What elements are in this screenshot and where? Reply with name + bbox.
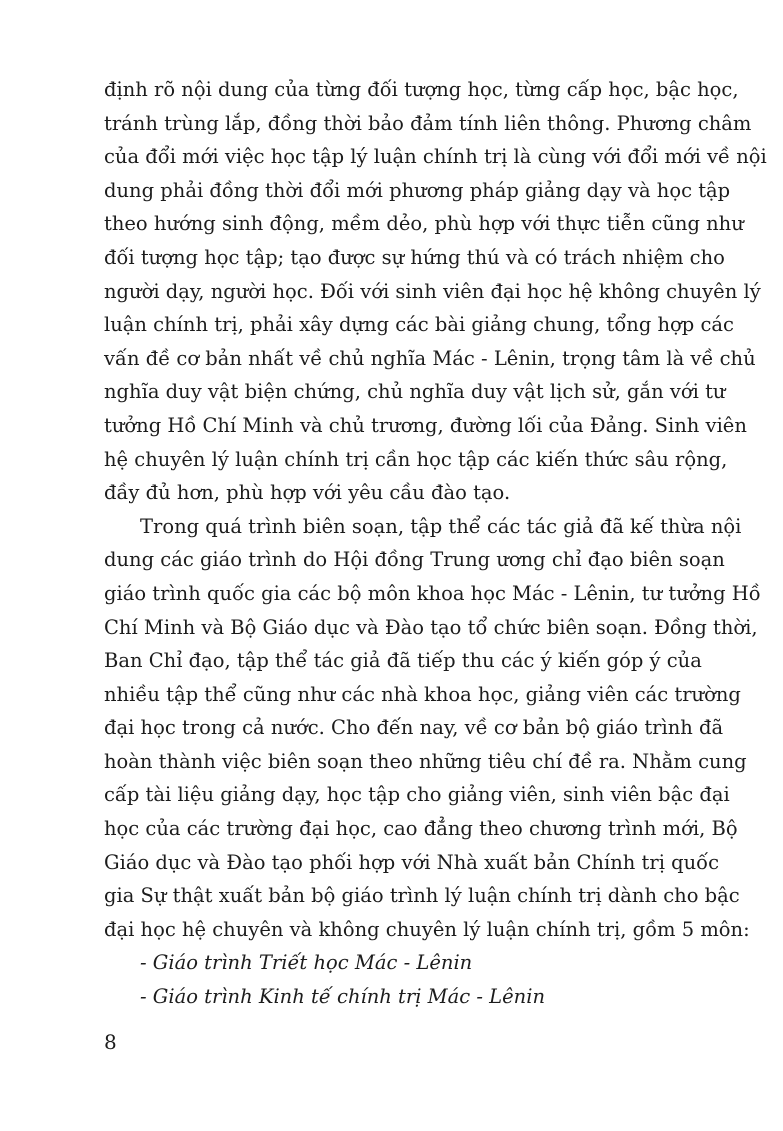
list-item-text: - Giáo trình Kinh tế chính trị Mác - Lênin: [140, 985, 545, 1009]
paragraph-line: người dạy, người học. Đối với sinh viên đại học hệ không chuyên lý: [104, 279, 761, 303]
paragraph-line: Giáo dục và Đào tạo phối hợp với Nhà xuất bản Chính trị quốc: [104, 850, 720, 874]
paragraph-line: nhiều tập thể cũng như các nhà khoa học, giảng viên các trường: [104, 682, 741, 706]
paragraph-line: đầy đủ hơn, phù hợp với yêu cầu đào tạo.: [104, 481, 511, 505]
paragraph-line: vấn đề cơ bản nhất về chủ nghĩa Mác - Lênin, trọng tâm là về chủ: [104, 346, 756, 370]
paragraph-line: hệ chuyên lý luận chính trị cần học tập các kiến thức sâu rộng,: [104, 447, 728, 471]
paragraph-line: Chí Minh và Bộ Giáo dục và Đào tạo tổ chức biên soạn. Đồng thời,: [104, 615, 758, 639]
paragraph-line: học của các trường đại học, cao đẳng theo chương trình mới, Bộ: [104, 817, 738, 841]
paragraph-line: hoàn thành việc biên soạn theo những tiêu chí đề ra. Nhằm cung: [104, 749, 747, 773]
course-list: [104, 946, 694, 1013]
paragraph-line: Trong quá trình biên soạn, tập thể các tác giả đã kế thừa nội: [140, 514, 742, 538]
page-body: [104, 73, 767, 1014]
paragraph-line: đại học trong cả nước. Cho đến nay, về cơ bản bộ giáo trình đã: [104, 716, 724, 740]
paragraph-line: định rõ nội dung của từng đối tượng học, từng cấp học, bậc học,: [104, 78, 739, 101]
paragraph-line: theo hướng sinh động, mềm dẻo, phù hợp với thực tiễn cũng như: [104, 212, 744, 236]
list-item: [104, 946, 694, 980]
paragraph-line: dung các giáo trình do Hội đồng Trung ương chỉ đạo biên soạn: [104, 548, 725, 572]
paragraph-line: Ban Chỉ đạo, tập thể tác giả đã tiếp thu các ý kiến góp ý của: [104, 649, 702, 673]
list-item-text: - Giáo trình Triết học Mác - Lênin: [140, 951, 473, 975]
paragraph-1: [104, 73, 767, 510]
paragraph-line: dung phải đồng thời đổi mới phương pháp giảng dạy và học tập: [104, 178, 731, 202]
page-number: 8: [104, 1030, 117, 1054]
paragraph-line: gia Sự thật xuất bản bộ giáo trình lý luận chính trị dành cho bậc: [104, 884, 740, 908]
paragraph-line: đối tượng học tập; tạo được sự hứng thú và có trách nhiệm cho: [104, 245, 725, 269]
paragraph-2: [104, 510, 761, 947]
paragraph-line: cấp tài liệu giảng dạy, học tập cho giảng viên, sinh viên bậc đại: [104, 783, 730, 807]
list-item: [104, 980, 694, 1014]
paragraph-line: luận chính trị, phải xây dựng các bài giảng chung, tổng hợp các: [104, 313, 734, 337]
paragraph-line: giáo trình quốc gia các bộ môn khoa học Mác - Lênin, tư tưởng Hồ: [104, 581, 761, 605]
paragraph-line: tránh trùng lắp, đồng thời bảo đảm tính liên thông. Phương châm: [104, 111, 752, 135]
paragraph-line: tưởng Hồ Chí Minh và chủ trương, đường lối của Đảng. Sinh viên: [104, 413, 747, 437]
paragraph-line: nghĩa duy vật biện chứng, chủ nghĩa duy vật lịch sử, gắn với tư: [104, 380, 726, 404]
paragraph-line: đại học hệ chuyên và không chuyên lý luận chính trị, gồm 5 môn:: [104, 917, 750, 941]
paragraph-line: của đổi mới việc học tập lý luận chính trị là cùng với đổi mới về nội: [104, 145, 767, 169]
